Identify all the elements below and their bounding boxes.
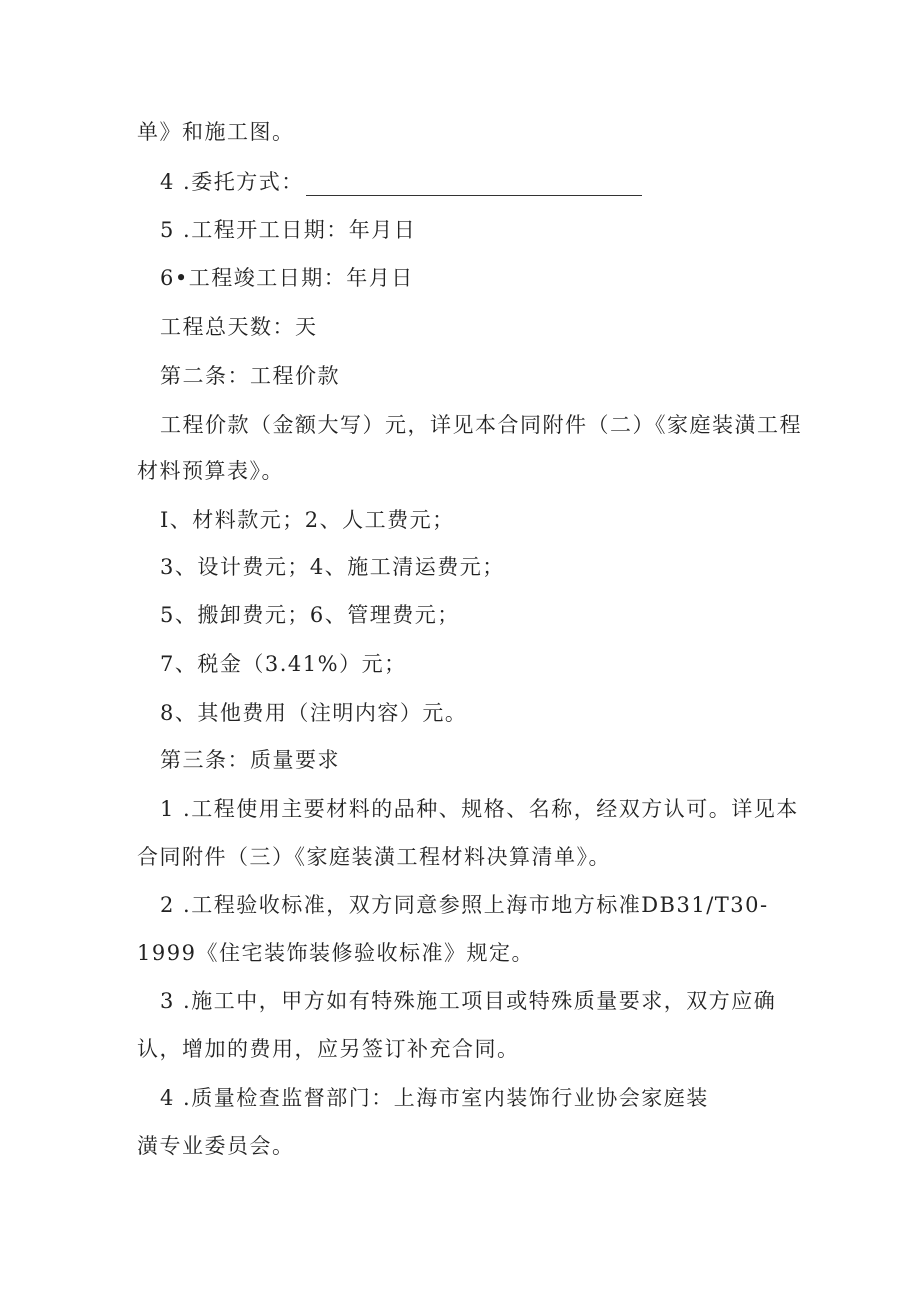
text-line: 1999《住宅装饰装修验收标准》规定。 <box>137 941 534 965</box>
text-line: 3 .施工中，甲方如有特殊施工项目或特殊质量要求，双方应确 <box>160 989 777 1013</box>
fee-line: 5、搬卸费元；6、管理费元； <box>160 603 460 627</box>
section-heading: 第二条：工程价款 <box>160 364 340 388</box>
fee-line: 7、税金（3.41%）元； <box>160 652 407 676</box>
text-line: 4 .质量检查监督部门：上海市室内装饰行业协会家庭装 <box>160 1086 709 1110</box>
text-line: 4 .委托方式： <box>160 170 304 194</box>
commission-method-line <box>160 168 642 196</box>
text-line: 1 .工程使用主要材料的品种、规格、名称，经双方认可。详见本 <box>160 797 799 821</box>
text-line: 材料预算表》。 <box>137 459 284 483</box>
section-heading: 第三条：质量要求 <box>160 748 340 772</box>
text-line: 2 .工程验收标准，双方同意参照上海市地方标准DB31/T30- <box>160 893 769 917</box>
fee-line: I、材料款元；2、人工费元； <box>160 508 455 532</box>
commission-method-blank <box>306 175 642 196</box>
text-line: 认，增加的费用，应另签订补充合同。 <box>137 1037 520 1061</box>
fee-line: 8、其他费用（注明内容）元。 <box>160 701 468 725</box>
text-line: 工程价款（金额大写）元，详见本合同附件（二）《家庭装潢工程 <box>160 413 802 437</box>
text-line: 潢专业委员会。 <box>137 1134 295 1158</box>
completion-date-line: 6•工程竣工日期：年月日 <box>160 266 414 290</box>
start-date-line: 5 .工程开工日期：年月日 <box>160 218 417 242</box>
total-days-line: 工程总天数：天 <box>160 315 318 339</box>
text-line: 合同附件（三）《家庭装潢工程材料决算清单》。 <box>137 845 611 869</box>
text-line: 单》和施工图。 <box>137 120 295 144</box>
fee-line: 3、设计费元；4、施工清运费元； <box>160 555 505 579</box>
